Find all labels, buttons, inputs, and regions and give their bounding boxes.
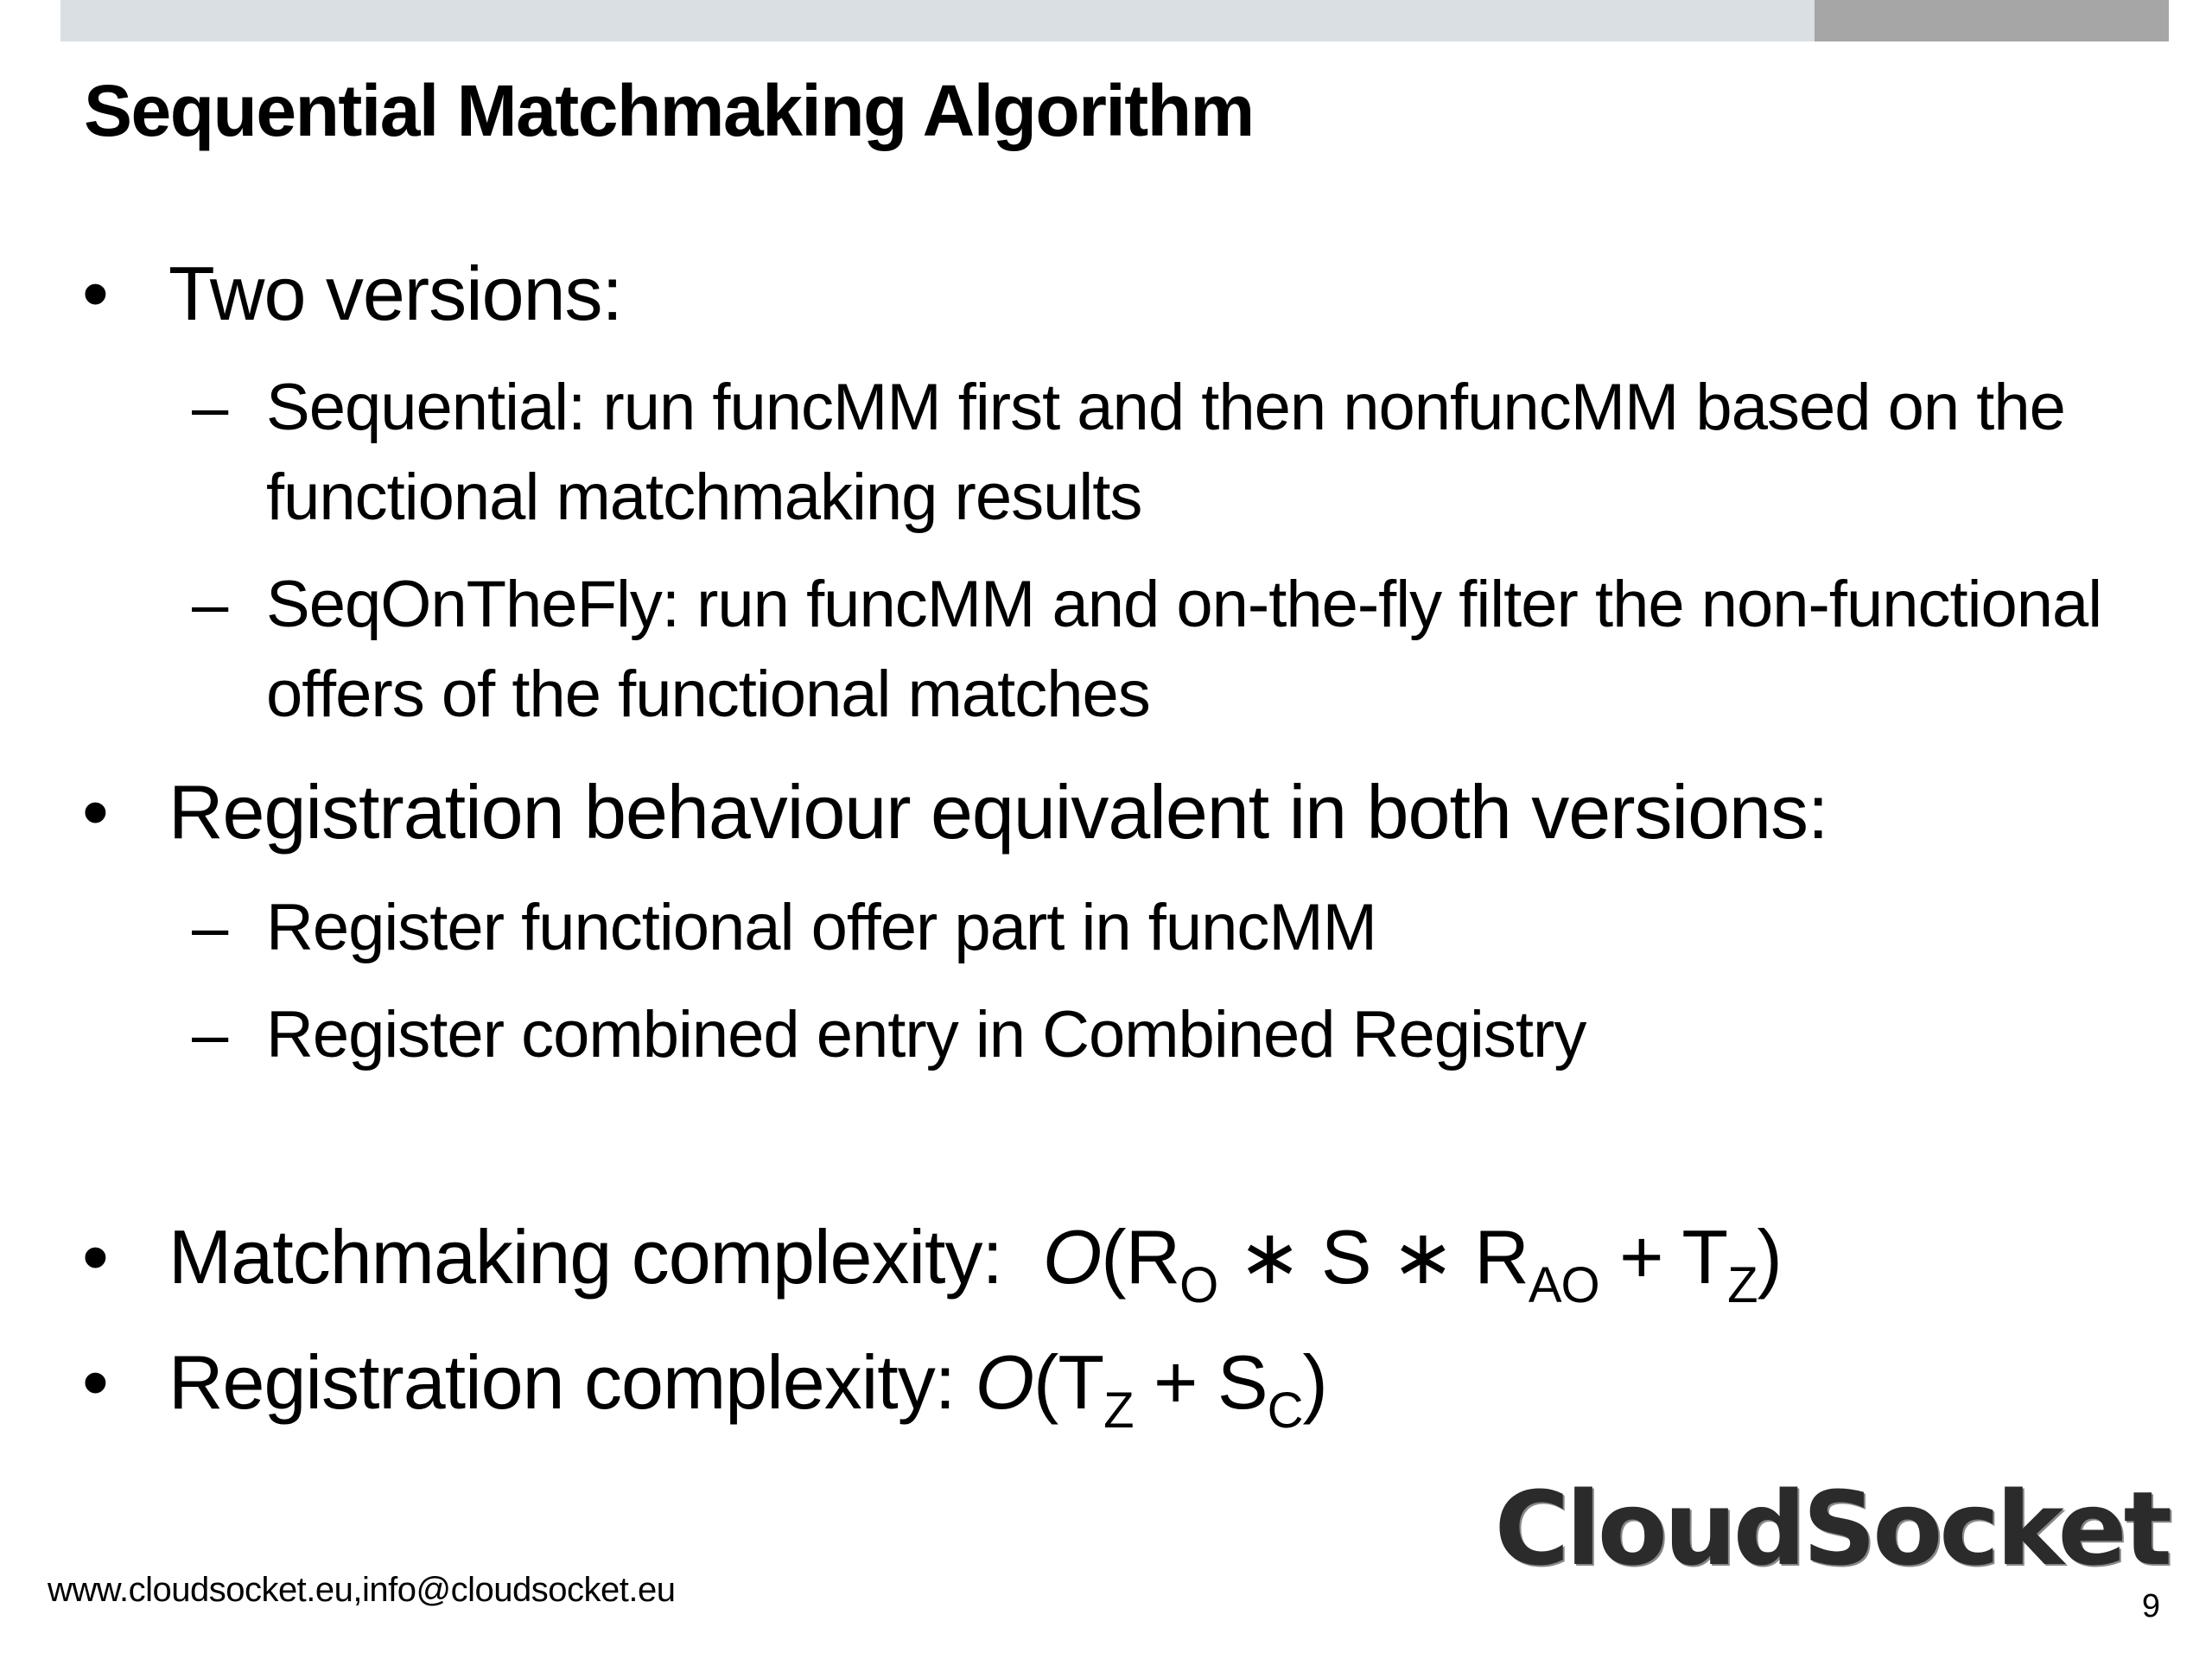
registration-complexity (168, 1338, 1327, 1439)
formula-operator: ∗ (1370, 1214, 1475, 1300)
paren-open: ( (1101, 1214, 1126, 1300)
formula-operator: ∗ (1217, 1214, 1321, 1300)
formula-subscript: O (1179, 1257, 1218, 1313)
bullet-marker: • (82, 1339, 108, 1425)
formula-term: T (1681, 1214, 1728, 1300)
sub-bullet-text: Sequential: run funcMM first and then nonfuncMM based on the (266, 371, 2065, 444)
formula-subscript: Z (1103, 1382, 1134, 1439)
formula-term: T (1058, 1339, 1104, 1425)
footer-url[interactable]: www.cloudsocket.eu,info@cloudsocket.eu (48, 1571, 676, 1609)
dash-marker: – (192, 891, 228, 964)
bullet-marker: • (82, 1214, 108, 1300)
paren-close: ) (1302, 1339, 1327, 1425)
formula-term: S (1320, 1214, 1371, 1300)
formula-subscript: AO (1528, 1257, 1599, 1313)
page-number: 9 (2141, 1588, 2160, 1624)
sub-bullet-text: Register combined entry in Combined Registry (266, 998, 1586, 1071)
big-o: O (975, 1339, 1034, 1425)
sub-bullet-text: offers of the functional matches (266, 658, 1150, 731)
bullet-marker: • (82, 251, 108, 336)
sub-bullet-text: Register functional offer part in funcMM (266, 891, 1376, 964)
dash-marker: – (192, 568, 228, 641)
bullet-marker: • (82, 769, 108, 855)
formula-term: S (1217, 1339, 1268, 1425)
big-o: O (1042, 1214, 1102, 1300)
sub-bullet-text: functional matchmaking results (266, 461, 1142, 534)
formula-operator: + (1133, 1339, 1217, 1425)
formula-subscript: C (1267, 1382, 1303, 1439)
matchmaking-complexity (168, 1212, 1782, 1313)
dash-marker: – (192, 371, 228, 444)
formula-label: Matchmaking complexity: (168, 1214, 1002, 1300)
sub-bullet-text: SeqOnTheFly: run funcMM and on-the-fly filter the non-functional (266, 568, 2102, 641)
bullet-text: Registration behaviour equivalent in both versions: (168, 769, 1828, 855)
dash-marker: – (192, 998, 228, 1071)
formula-term: R (1474, 1214, 1529, 1300)
cloudsocket-logo: CloudSocket (1494, 1469, 2169, 1588)
paren-open: ( (1033, 1339, 1058, 1425)
paren-close: ) (1757, 1214, 1782, 1300)
formula-label: Registration complexity: (168, 1339, 956, 1425)
bullet-text: Two versions: (168, 251, 622, 336)
formula-subscript: Z (1727, 1257, 1758, 1313)
slide-title: Sequential Matchmaking Algorithm (84, 70, 1254, 151)
formula-term: R (1125, 1214, 1180, 1300)
formula-operator: + (1599, 1214, 1682, 1300)
